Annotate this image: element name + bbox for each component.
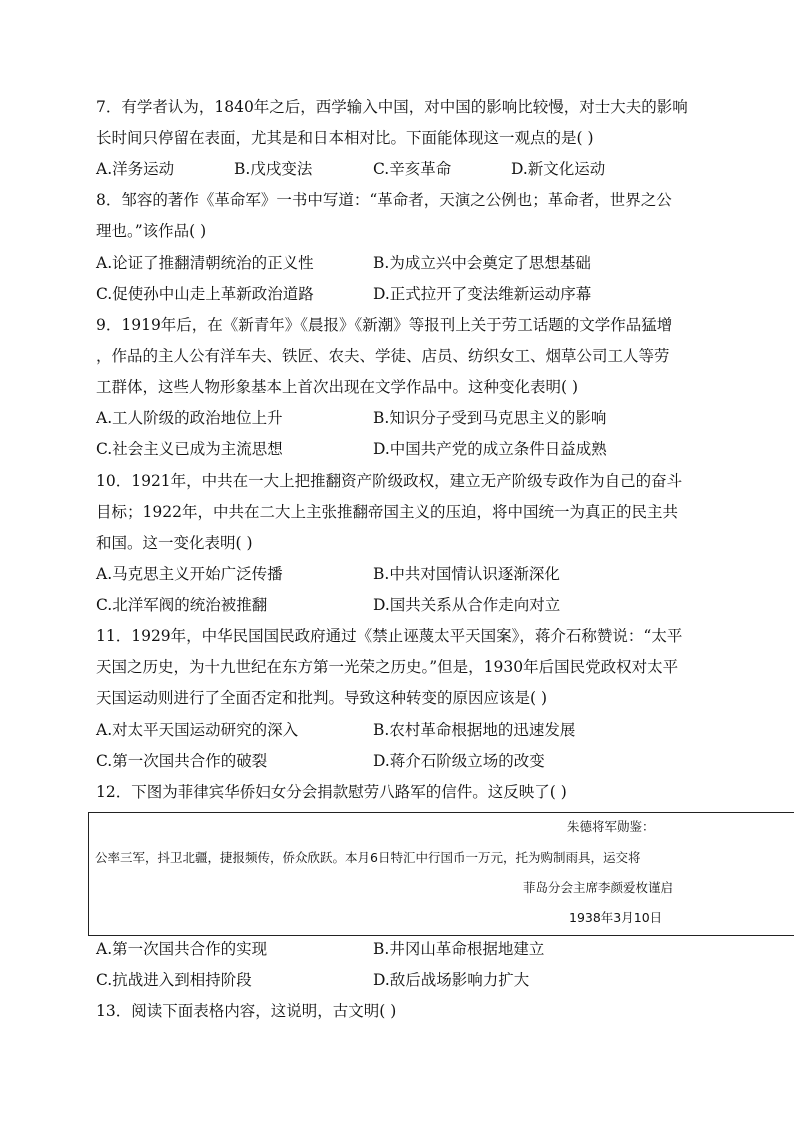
- q7-stem-line-1: 7．有学者认为，1840年之后，西学输入中国，对中国的影响比较慢，对士大夫的影响: [96, 98, 688, 116]
- q8-stem-line-1: 8．邹容的著作《革命军》一书中写道：“革命者，天演之公例也；革命者，世界之公: [96, 191, 672, 209]
- letter-salutation: 朱德将军勋鉴：: [567, 819, 655, 834]
- q7-option-c: C.辛亥革命: [373, 160, 452, 178]
- q11-option-a: A.对太平天国运动研究的深入: [96, 721, 299, 739]
- q9-stem-line-1: 9．1919年后，在《新青年》《晨报》《新潮》等报刊上关于劳工话题的文学作品猛增: [96, 316, 673, 334]
- q12-option-d: D.敌后战场影响力扩大: [373, 971, 530, 989]
- letter-signature: 菲岛分会主席李颜爱枚谨启: [523, 880, 674, 895]
- q11-stem-line-3: 天国运动则进行了全面否定和批判。导致这种转变的原因应该是( ): [96, 689, 548, 707]
- q12-option-b: B.井冈山革命根据地建立: [373, 940, 545, 958]
- q8-option-d: D.正式拉开了变法维新运动序幕: [373, 285, 592, 303]
- q9-stem-line-3: 工群体，这些人物形象基本上首次出现在文学作品中。这种变化表明( ): [96, 378, 579, 396]
- q8-option-b: B.为成立兴中会奠定了思想基础: [373, 254, 591, 272]
- q13-stem-line-1: 13．阅读下面表格内容，这说明，古文明( ): [96, 1002, 397, 1020]
- q8-option-a: A.论证了推翻清朝统治的正义性: [96, 254, 314, 272]
- q12-option-c: C.抗战进入到相持阶段: [96, 971, 252, 989]
- letter-date: 1938年3月10日: [569, 910, 663, 925]
- q9-option-c: C.社会主义已成为主流思想: [96, 440, 283, 458]
- q12-option-a: A.第一次国共合作的实现: [96, 940, 268, 958]
- q10-stem-line-3: 和国。这一变化表明( ): [96, 534, 253, 552]
- q12-stem-line-1: 12．下图为菲律宾华侨妇女分会捐款慰劳八路军的信件。这反映了( ): [96, 783, 567, 801]
- q9-stem-line-2: ，作品的主人公有洋车夫、铁匠、农夫、学徒、店员、纺织女工、烟草公司工人等劳: [96, 347, 670, 365]
- q11-option-b: B.农村革命根据地的迅速发展: [373, 721, 576, 739]
- q10-option-c: C.北洋军阀的统治被推翻: [96, 596, 268, 614]
- q10-option-d: D.国共关系从合作走向对立: [373, 596, 561, 614]
- q11-option-d: D.蒋介石阶级立场的改变: [373, 752, 545, 770]
- q9-option-a: A.工人阶级的政治地位上升: [96, 409, 283, 427]
- q11-stem-line-2: 天国之历史，为十九世纪在东方第一光荣之历史。”但是，1930年后国民党政权对太平: [96, 658, 679, 676]
- q10-option-a: A.马克思主义开始广泛传播: [96, 565, 283, 583]
- q11-stem-line-1: 11．1929年，中华民国国民政府通过《禁止诬蔑太平天国案》，蒋介石称赞说：“太平: [96, 627, 683, 645]
- q9-option-b: B.知识分子受到马克思主义的影响: [373, 409, 607, 427]
- q12-letter-figure: [88, 812, 794, 936]
- q10-option-b: B.中共对国情认识逐渐深化: [373, 565, 560, 583]
- q11-option-c: C.第一次国共合作的破裂: [96, 752, 268, 770]
- q7-option-a: A.洋务运动: [96, 160, 175, 178]
- letter-body: 公率三军，抖卫北疆，捷报频传，侨众欣跃。本月6日特汇中行国币一万元，托为购制雨具，运交将: [95, 850, 641, 865]
- q7-option-d: D.新文化运动: [511, 160, 606, 178]
- q8-option-c: C.促使孙中山走上革新政治道路: [96, 285, 314, 303]
- q7-option-b: B.戊戌变法: [234, 160, 313, 178]
- q8-stem-line-2: 理也。”该作品( ): [96, 222, 207, 240]
- q7-stem-line-2: 长时间只停留在表面，尤其是和日本相对比。下面能体现这一观点的是( ): [96, 129, 594, 147]
- q9-option-d: D.中国共产党的成立条件日益成熟: [373, 440, 607, 458]
- q10-stem-line-2: 目标；1922年，中共在二大上主张推翻帝国主义的压迫，将中国统一为真正的民主共: [96, 503, 678, 521]
- q10-stem-line-1: 10．1921年，中共在一大上把推翻资产阶级政权，建立无产阶级专政作为自己的奋斗: [96, 472, 683, 490]
